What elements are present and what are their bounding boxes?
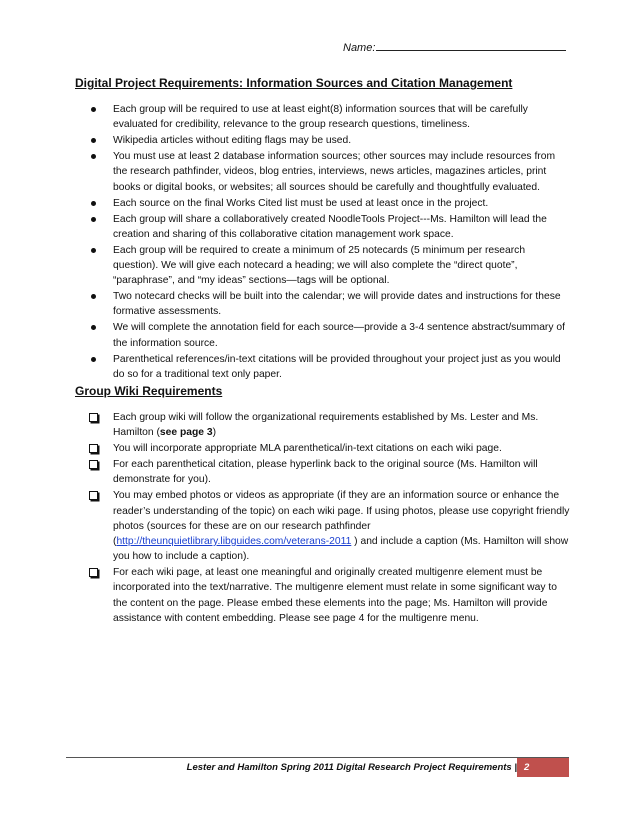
list-item-text-post: ): [212, 427, 217, 439]
list-item-text: Wikipedia articles without editing flags may be used.: [113, 135, 352, 147]
bullet-icon: [91, 138, 96, 143]
list-item: [90, 320, 570, 350]
footer-divider: [66, 757, 569, 758]
bullet-icon: [91, 325, 96, 330]
list-item: [90, 149, 570, 195]
wiki-requirements-list: [90, 410, 570, 627]
name-field: [343, 39, 566, 54]
list-item: [90, 352, 570, 382]
section-heading-group-wiki: Group Wiki Requirements: [75, 384, 223, 398]
list-item: [90, 102, 570, 132]
list-item: [90, 133, 570, 148]
list-item-text: Two notecard checks will be built into the calendar; we will provide dates and instructions for these formative assessments.: [113, 291, 561, 318]
checkbox-icon: [89, 413, 98, 422]
list-item-text: For each parenthetical citation, please hyperlink back to the original source (Ms. Hamilton will demonstrate for you).: [113, 459, 538, 486]
bullet-icon: [91, 294, 96, 299]
bullet-icon: [91, 154, 96, 159]
checkbox-icon: [89, 491, 98, 500]
name-blank-line: [376, 39, 566, 51]
list-item: [90, 212, 570, 242]
footer-text: Lester and Hamilton Spring 2011 Digital Research Project Requirements |: [186, 762, 517, 773]
bullet-icon: [91, 248, 96, 253]
list-item-text: We will complete the annotation field for each source—provide a 3-4 sentence abstract/summary of the information source.: [113, 322, 565, 349]
checkbox-icon: [89, 460, 98, 469]
list-item-text-post: ) and include a caption (Ms. Hamilton will show you how to include a caption).: [113, 536, 569, 563]
bullet-icon: [91, 107, 96, 112]
bullet-icon: [91, 201, 96, 206]
list-item: [90, 565, 570, 626]
bullet-icon: [91, 357, 96, 362]
list-item: [90, 410, 570, 440]
list-item-text: You must use at least 2 database information sources; other sources may include resources from the research pathfinder, videos, blog entries, interviews, news articles, magazines articles, print books or digital books, or websites; all sources should be carefully and thoughtfully evaluated.: [113, 151, 556, 193]
list-item-text: Each group will be required to create a minimum of 25 notecards (5 minimum per research question). We will give each notecard a heading; we will also complete the “direct quote”, “paraphrase”, and “my ideas” sections—tags will be optional.: [113, 244, 526, 287]
information-sources-list: [90, 102, 570, 383]
checkbox-icon: [89, 568, 98, 577]
list-item-text: Each group will share a collaboratively created NoodleTools Project---Ms. Hamilton will lead the creation and sharing of this collaborative citation management work space.: [113, 213, 547, 240]
list-item: [90, 289, 570, 319]
section-heading-information-sources: Digital Project Requirements: Information Sources and Citation Management: [75, 76, 513, 90]
list-item-text: You will incorporate appropriate MLA parenthetical/in-text citations on each wiki page.: [113, 443, 502, 455]
name-label: Name:: [343, 42, 376, 54]
list-item-text: Each source on the final Works Cited list must be used at least once in the project.: [113, 197, 489, 209]
list-item-text: Each group will be required to use at least eight(8) information sources that will be carefully evaluated for credibility, relevance to the group research questions, timeliness.: [113, 104, 528, 131]
list-item-text-pre: Each group wiki will follow the organizational requirements established by Ms. Lester and Ms. Hamilton (: [113, 412, 539, 439]
pathfinder-link[interactable]: http://theunquietlibrary.libguides.com/veterans-2011: [116, 536, 352, 548]
page-number-badge: 2: [517, 758, 569, 777]
list-item: [90, 488, 570, 564]
bullet-icon: [91, 217, 96, 222]
list-item-text-bold: see page 3: [159, 427, 213, 439]
list-item-text: Parenthetical references/in-text citations will be provided throughout your project just as you would do so for a traditional text only paper.: [113, 353, 561, 380]
list-item-text: For each wiki page, at least one meaningful and originally created multigenre element must be incorporated into the text/narrative. The multigenre element must relate in some significant way to the content on the page. Please embed these elements into the page; Ms. Hamilton will provide assistance with content embedding. Please see page 4 for the multigenre menu.: [113, 567, 557, 624]
checkbox-icon: [89, 444, 98, 453]
list-item: [90, 457, 570, 487]
list-item: [90, 196, 570, 211]
list-item-text-pre: You may embed photos or videos as appropriate (if they are an information source or enhance the reader’s understanding of the topic) on each wiki page. If using photos, please use copyright friendly photos (sources for these are on our research pathfinder (: [113, 490, 570, 548]
list-item: [90, 243, 570, 289]
list-item: [90, 441, 570, 456]
